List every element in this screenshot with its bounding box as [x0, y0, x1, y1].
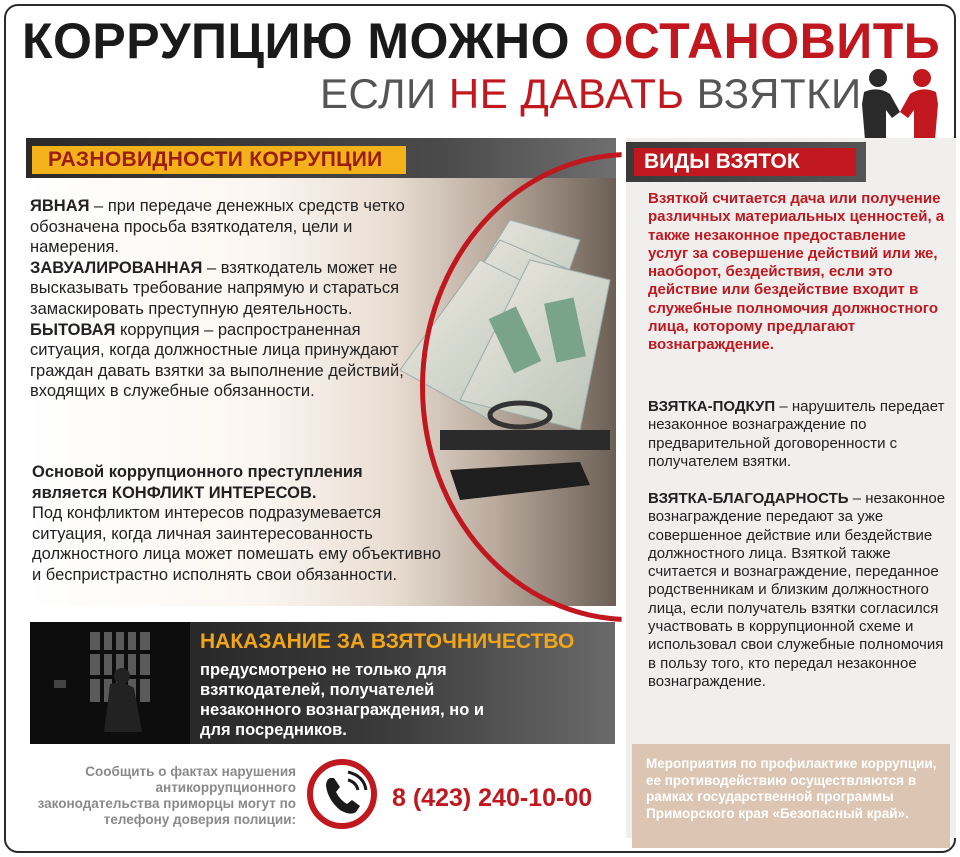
bribe-types-heading: ВИДЫ ВЗЯТОК — [644, 150, 800, 173]
bribe-types-header — [626, 142, 866, 182]
page-subtitle — [320, 70, 862, 118]
kind-domestic: БЫТОВАЯ коррупция – распространенная ситуация, когда должностные лица принуждают граждан давать взятки за выполнение действий, входящих в служебные обязанности. — [30, 320, 404, 401]
subtitle-part-1: ЕСЛИ — [320, 70, 437, 117]
bribe-gratitude: ВЗЯТКА-БЛАГОДАРНОСТЬ – незаконное вознаграждение передают за уже совершенное действие или бездействие должностного лица. Взяткой также считается и вознаграждение, переданное родственникам и близким должностного лица, если получатель взятки согласился участвовать в коррупционной схеме и использовал свои служебные полномочия в пользу того, кто передал незаконное вознаграждение. — [648, 490, 946, 690]
page-title — [22, 12, 940, 70]
prison-silhouette-icon — [30, 622, 190, 744]
punishment-panel — [30, 622, 615, 744]
conflict-text: Под конфликтом интересов подразумевается ситуация, когда личная заинтересованность должностного лица может помешать ему объективно и беспристрастно исполнять свои обязанности. — [32, 504, 441, 584]
hotline-phone-number[interactable]: 8 (423) 240-10-00 — [392, 784, 593, 812]
subtitle-part-2: НЕ ДАВАТЬ — [448, 70, 685, 117]
punishment-text: предусмотрено не только для взяткодателей, получателей незаконного вознаграждения, но и для посредников. — [200, 661, 485, 739]
subtitle-part-3: ВЗЯТКИ — [696, 70, 862, 117]
punishment-heading: НАКАЗАНИЕ ЗА ВЗЯТОЧНИЧЕСТВО — [200, 630, 575, 653]
corruption-types-list — [30, 196, 420, 402]
conflict-of-interest-block — [32, 462, 442, 586]
hotline-text: Сообщить о фактах нарушения антикоррупционного законодательства приморцы могут по телефону доверия полиции: — [37, 764, 296, 827]
phone-icon — [306, 758, 378, 830]
corruption-types-heading: РАЗНОВИДНОСТИ КОРРУПЦИИ — [48, 148, 383, 171]
title-part-1: КОРРУПЦИЮ МОЖНО — [22, 13, 570, 69]
kind-explicit: ЯВНАЯ – при передаче денежных средств четко обозначена просьба взяткодателя, цели и намерения. — [30, 197, 405, 257]
kind-veiled: ЗАВУАЛИРОВАННАЯ – взяткодатель может не высказывать требование напрямую и стараться замаскировать преступную деятельность. — [30, 258, 400, 318]
title-part-2: ОСТАНОВИТЬ — [584, 13, 941, 69]
program-footer-text: Мероприятия по профилактике коррупции, ее противодействию осуществляются в рамках государственной программы Приморского края «Безопасный край». — [646, 756, 937, 821]
conflict-lead: Основой коррупционного преступления является КОНФЛИКТ ИНТЕРЕСОВ. — [32, 463, 363, 502]
bribe-bribery: ВЗЯТКА-ПОДКУП – нарушитель передает незаконное вознаграждение по предварительной договоренности с получателем взятки. — [648, 398, 945, 470]
corruption-types-header — [26, 138, 616, 178]
bribe-definition: Взяткой считается дача или получение различных материальных ценностей, а также незаконное предоставление услуг за совершение действий или же, наоборот, бездействия, если это действие или бездействие входит в служебные полномочия должностного лица, которому предлагают вознаграждение. — [648, 190, 945, 354]
